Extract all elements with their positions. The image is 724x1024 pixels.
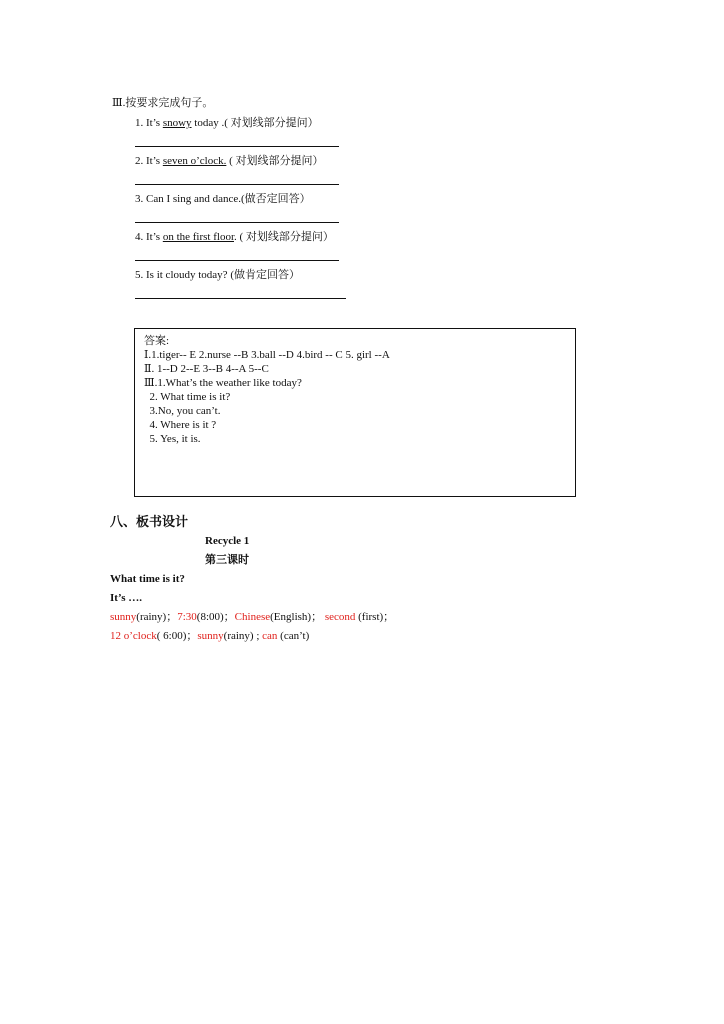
answer-line: Ⅱ. 1--D 2--E 3--B 4--A 5--C	[144, 363, 269, 375]
question-4-suffix: . ( 对划线部分提问）	[234, 231, 334, 243]
question-2	[135, 154, 324, 168]
answer-line: 4. Where is it ?	[144, 419, 217, 431]
black-word: (rainy) ;	[223, 630, 263, 642]
answer-line-4	[135, 260, 339, 261]
answer-line: Ⅰ.1.tiger-- E 2.nurse --B 3.ball --D 4.bird -- C 5. girl --A	[144, 349, 390, 361]
red-word: sunny	[197, 630, 224, 642]
question-2-suffix: ( 对划线部分提问）	[226, 155, 324, 167]
black-word: (8:00)；	[196, 611, 235, 623]
answer-line-3	[135, 222, 339, 223]
question-1	[135, 116, 319, 130]
board-title: Recycle 1	[205, 535, 250, 547]
answer-line: 5. Yes, it is.	[144, 433, 201, 445]
question-1-prefix: 1. It’s	[135, 117, 163, 129]
question-4-prefix: 4. It’s	[135, 231, 163, 243]
question-5: 5. Is it cloudy today? (做肯定回答）	[135, 269, 300, 281]
board-question: What time is it?	[110, 573, 185, 585]
board-row-2	[110, 629, 309, 643]
answer-line: Ⅲ.1.What’s the weather like today?	[144, 377, 302, 389]
answer-line: 2. What time is it?	[144, 391, 231, 403]
red-word: second	[324, 611, 356, 623]
black-word: (first)；	[355, 611, 395, 623]
question-1-suffix: today .( 对划线部分提问）	[191, 117, 319, 129]
question-1-underlined: snowy	[162, 117, 192, 129]
answer-line-2	[135, 184, 339, 185]
red-word: sunny	[110, 611, 137, 623]
answer-line-5	[135, 298, 346, 299]
section3-heading: Ⅲ.按要求完成句子。	[112, 97, 214, 109]
question-4-underlined: on the first floor	[162, 231, 234, 243]
black-word: ( 6:00)；	[156, 630, 198, 642]
board-heading: 八、板书设计	[110, 514, 189, 529]
red-word: can	[262, 630, 278, 642]
board-subtitle: 第三课时	[205, 554, 249, 566]
board-answer: It’s ….	[110, 592, 142, 604]
answer-box	[134, 328, 576, 497]
black-word: (English)；	[270, 611, 323, 623]
answer-line: 3.No, you can’t.	[144, 405, 221, 417]
answer-line-1	[135, 146, 339, 147]
answer-title: 答案:	[144, 335, 170, 347]
black-word: (rainy)；	[136, 611, 178, 623]
question-2-prefix: 2. It’s	[135, 155, 163, 167]
question-2-underlined: seven o’clock.	[162, 155, 227, 167]
board-row-1	[110, 610, 394, 624]
question-3: 3. Can I sing and dance.(做否定回答）	[135, 193, 311, 205]
red-word: Chinese	[234, 611, 271, 623]
question-4	[135, 230, 334, 244]
red-word: 12 o’clock	[110, 630, 157, 642]
black-word: (can’t)	[277, 630, 310, 642]
red-word: 7:30	[177, 611, 197, 623]
